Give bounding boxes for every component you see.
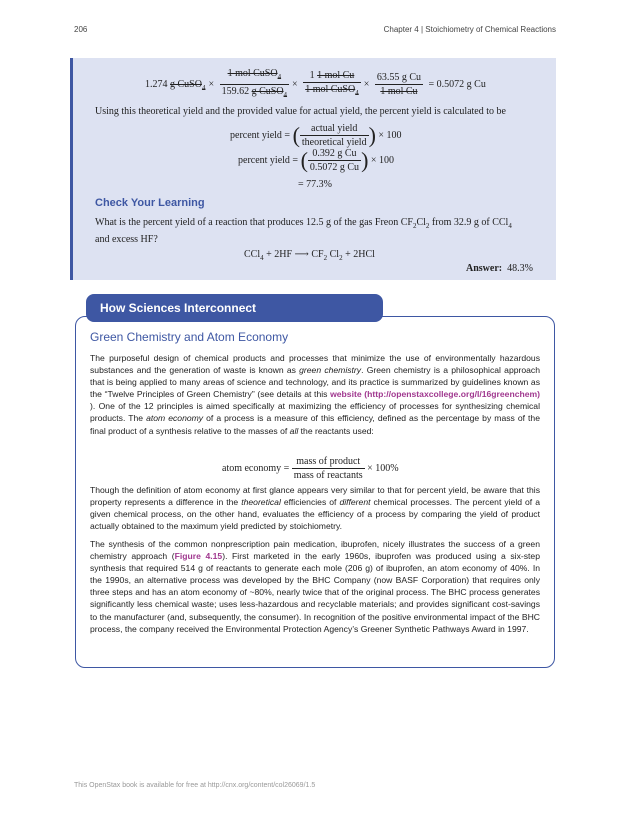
chapter-title: Chapter 4 | Stoichiometry of Chemical Reactions	[383, 25, 556, 34]
check-your-learning-title: Check Your Learning	[95, 197, 205, 209]
check-question: What is the percent yield of a reaction that produces 12.5 g of the gas Freon $CF_2Cl_2$ from 32.9 g of CCl$_4$ and excess HF?	[95, 217, 512, 245]
answer: Answer: 48.3%	[466, 263, 533, 274]
feature-paragraph-3: The synthesis of the common nonprescription pain medication, ibuprofen, nicely illustrates the success of a green chemistry approach (Figure 4.15). First marketed in the early 1960s, ibuprofen was produced using a six-step synthesis that required 514 g of reactants to generate each mole (206 g) of ibuprofen, an atom economy of 40%. In the 1990s, an alternative process was developed by the BHC Company (now BASF Corporation) that requires only three steps and has an atom economy of ~80%, nearly twice that of the original process. The BHC process generates significantly less chemical waste; uses less-hazardous and recyclable materials; and provides significant cost-savings to the manufacturer (and, subsequently, the consumer). In recognition of the positive environmental impact of the BHC process, the company received the Environmental Protection Agency’s Greener Synthetic Pathways Award in 1997.	[90, 539, 540, 634]
percent-yield-intro: Using this theoretical yield and the provided value for actual yield, the percent yield is calculated to be	[95, 106, 506, 117]
start-value: 1.274	[145, 78, 168, 90]
figure-link[interactable]: Figure 4.15	[174, 551, 223, 562]
atom-economy-formula: atom economy = $\frac{\text{mass of product}}{\text{mass of reactants}}$ × 100%	[222, 456, 399, 481]
calc-result: = 0.5072 g Cu	[428, 79, 486, 90]
feature-tab-title: How Sciences Interconnect	[86, 294, 383, 322]
percent-yield-result: = 77.3%	[298, 179, 332, 190]
percent-yield-formula: percent yield = ( $\frac{\text{actual yield}}{\text{theoretical yield}}$ ) × 100	[230, 122, 402, 148]
footer-text: This OpenStax book is available for free at http://cnx.org/content/col26069/1.5	[74, 782, 316, 789]
feature-paragraph-2: Though the definition of atom economy at first glance appears very similar to that for percent yield, be aware that this property represents a difference in the theoretical efficiencies of different chemical processes. The percent yield of a given chemical process, on the other hand, evaluates the efficiency of a process by comparing the yield of product actually obtained to the maximum yield predicted by stoichiometry.	[90, 485, 540, 532]
reaction-equation: CCl$_4$ + 2HF ⟶ $CF_2$ $Cl_2 + 2HCl$	[244, 249, 375, 262]
stoichiometry-equation: 1.274 g CuSO$_4$ × $\frac{1 mol CuSO_4}{159.62 g CuSO_4}$ × $\frac{\text{1 1 mol Cu}}{1 mol CuSO_4}$ × $\frac{\text{63.55 g Cu}}{\text{1 mol Cu}}$ = 0.5072 g Cu	[145, 68, 489, 101]
fraction-2: $\frac{\text{1 1 mol Cu}}{1 mol CuSO_4}$	[305, 70, 359, 97]
fraction-1: $\frac{1 mol CuSO_4}{159.62 g CuSO_4}$	[221, 68, 288, 99]
greenchem-link[interactable]: website (http://openstaxcollege.org/l/16greenchem)	[330, 389, 541, 400]
feature-paragraph-1: The purposeful design of chemical products and processes that minimize the use of environmentally hazardous substances and the generation of waste is known as green chemistry. Green chemistry is a philosophical approach that is being applied to many areas of science and technology, and its practice is summarized by guidelines known as the “Twelve Principles of Green Chemistry” (see details at this website (http://openstaxcollege.org/l/16greenchem) ). One of the 12 principles is aimed specifically at maximizing the efficiency of processes for synthesizing chemical products. The atom economy of a process is a measure of this efficiency, defined as the percentage by mass of the final product of a synthesis relative to the masses of all the reactants used:	[90, 353, 541, 436]
fraction-3: $\frac{\text{63.55 g Cu}}{\text{1 mol Cu}}$	[376, 72, 422, 97]
page-number: 206	[74, 25, 88, 34]
percent-yield-calculation: percent yield = ( $\frac{\text{0.392 g Cu}}{\text{0.5072 g Cu}}$ ) × 100	[238, 147, 395, 173]
feature-subtitle: Green Chemistry and Atom Economy	[90, 330, 289, 344]
